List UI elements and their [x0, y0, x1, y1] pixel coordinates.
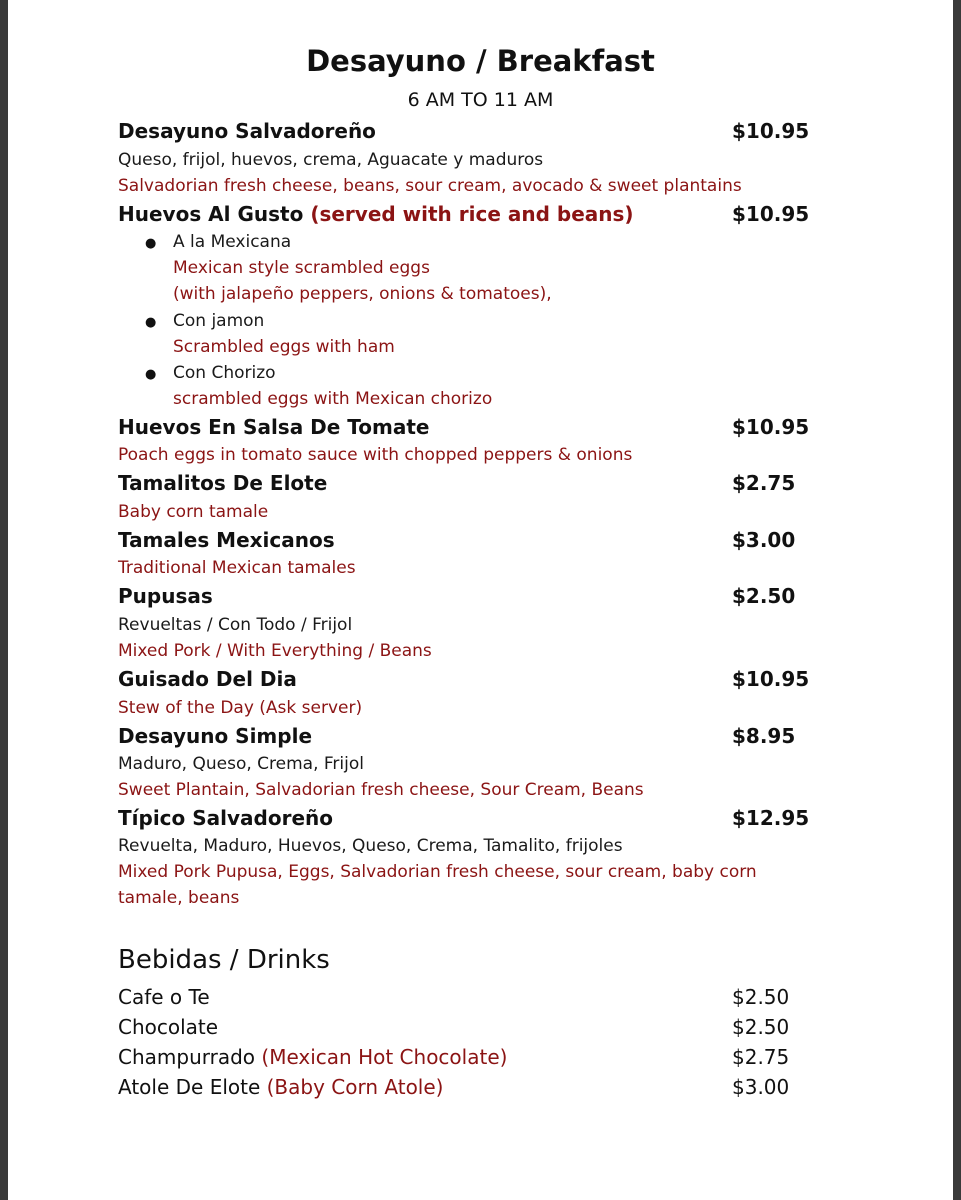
- item-name-text: Huevos Al Gusto: [118, 202, 304, 226]
- drink-name: [118, 1075, 443, 1099]
- item-name: Desayuno Salvadoreño: [118, 119, 376, 143]
- bullet-icon: ●: [145, 236, 157, 251]
- drinks-title: Bebidas / Drinks: [118, 945, 330, 975]
- item-name: Tamales Mexicanos: [118, 528, 335, 552]
- item-english-description: Poach eggs in tomato sauce with chopped peppers & onions: [118, 445, 633, 465]
- item-name: [118, 202, 634, 226]
- option-spanish: Con jamon: [173, 311, 265, 331]
- item-english-description: Baby corn tamale: [118, 502, 269, 522]
- item-price: $2.50: [732, 584, 796, 608]
- item-price: $10.95: [732, 119, 810, 143]
- item-english-description: Mixed Pork / With Everything / Beans: [118, 641, 432, 661]
- option-english: scrambled eggs with Mexican chorizo: [173, 389, 493, 409]
- drink-name-text: Champurrado: [118, 1045, 256, 1069]
- item-spanish-description: Revueltas / Con Todo / Frijol: [118, 615, 353, 635]
- drink-name-note: (Mexican Hot Chocolate): [261, 1045, 508, 1069]
- drink-name: [118, 1045, 507, 1069]
- option-english: Scrambled eggs with ham: [173, 337, 395, 357]
- bullet-icon: ●: [145, 367, 157, 382]
- item-name: Guisado Del Dia: [118, 667, 297, 691]
- item-spanish-description: Maduro, Queso, Crema, Frijol: [118, 754, 364, 774]
- item-price: $10.95: [732, 415, 810, 439]
- drink-name-text: Atole De Elote: [118, 1075, 261, 1099]
- item-name: Huevos En Salsa De Tomate: [118, 415, 430, 439]
- item-english-description: Mixed Pork Pupusa, Eggs, Salvadorian fresh cheese, sour cream, baby corn: [118, 862, 757, 882]
- bullet-icon: ●: [145, 315, 157, 330]
- breakfast-hours: 6 AM TO 11 AM: [407, 89, 554, 111]
- item-name: Típico Salvadoreño: [118, 806, 333, 830]
- item-english-description: Traditional Mexican tamales: [118, 558, 356, 578]
- drink-price: $2.75: [732, 1045, 790, 1069]
- item-english-description: Stew of the Day (Ask server): [118, 698, 363, 718]
- item-name-note: (served with rice and beans): [310, 202, 634, 226]
- drink-name: Chocolate: [118, 1015, 219, 1039]
- item-price: $3.00: [732, 528, 796, 552]
- option-english-detail: (with jalapeño peppers, onions & tomatoes),: [173, 284, 552, 304]
- item-price: $12.95: [732, 806, 810, 830]
- item-name: Desayuno Simple: [118, 724, 313, 748]
- item-english-description: Salvadorian fresh cheese, beans, sour cream, avocado & sweet plantains: [118, 176, 742, 196]
- drink-price: $2.50: [732, 985, 790, 1009]
- drink-price: $3.00: [732, 1075, 790, 1099]
- item-english-description-continued: tamale, beans: [118, 888, 240, 908]
- item-price: $2.75: [732, 471, 796, 495]
- item-price: $10.95: [732, 202, 810, 226]
- breakfast-title: Desayuno / Breakfast: [306, 44, 655, 78]
- item-english-description: Sweet Plantain, Salvadorian fresh cheese, Sour Cream, Beans: [118, 780, 644, 800]
- option-spanish: A la Mexicana: [173, 232, 292, 252]
- option-spanish: Con Chorizo: [173, 363, 276, 383]
- item-price: $10.95: [732, 667, 810, 691]
- item-name: Pupusas: [118, 584, 213, 608]
- item-price: $8.95: [732, 724, 796, 748]
- item-name: Tamalitos De Elote: [118, 471, 328, 495]
- drink-name-note: (Baby Corn Atole): [266, 1075, 444, 1099]
- item-spanish-description: Queso, frijol, huevos, crema, Aguacate y maduros: [118, 150, 544, 170]
- item-spanish-description: Revuelta, Maduro, Huevos, Queso, Crema, Tamalito, frijoles: [118, 836, 623, 856]
- drink-price: $2.50: [732, 1015, 790, 1039]
- menu-page: [8, 0, 953, 1200]
- option-english: Mexican style scrambled eggs: [173, 258, 430, 278]
- drink-name: Cafe o Te: [118, 985, 210, 1009]
